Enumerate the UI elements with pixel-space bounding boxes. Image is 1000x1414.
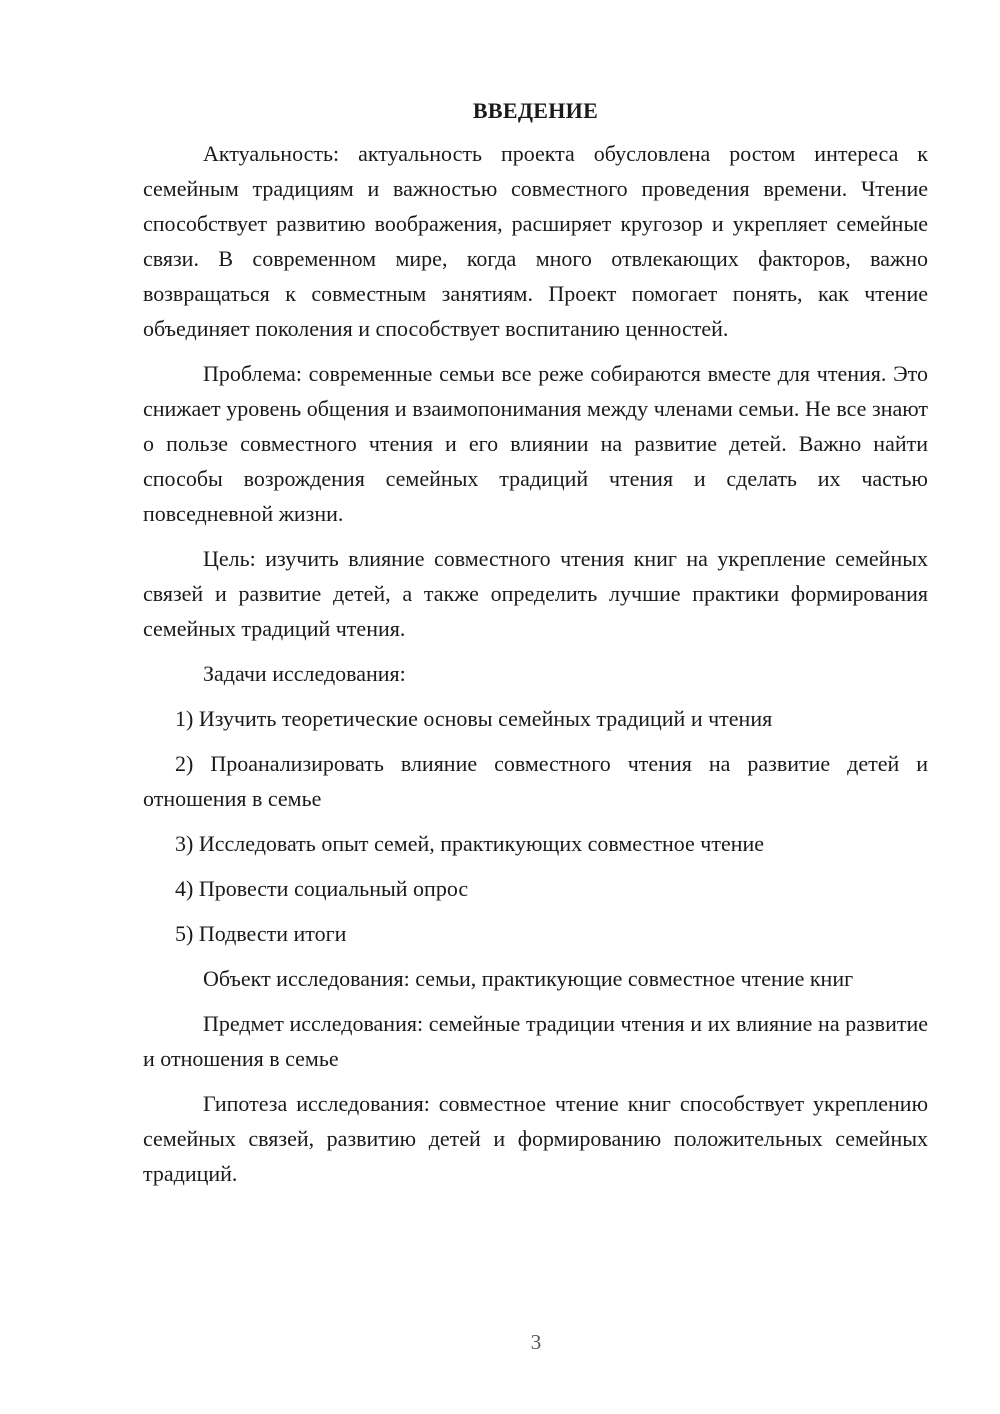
document-page [143,95,928,1201]
paragraph-goal: Цель: изучить влияние совместного чтения книг на укрепление семейных связей и развитие детей, а также определить лучшие практики формирования семейных традиций чтения. [143,546,928,641]
paragraph-object: Объект исследования: семьи, практикующие совместное чтение книг [203,966,854,991]
paragraph-relevance: Актуальность: актуальность проекта обусловлена ростом интереса к семейным традициям и важностью совместного проведения времени. Чтение способствует развитию воображения, расширяет кругозор и укрепляет семейные связи. В современном мире, когда много отвлекающих факторов, важно возвращаться к совместным занятиям. Проект помогает понять, как чтение объединяет поколения и способствует воспитанию ценностей. [143,141,928,341]
task-item-2: 2) Проанализировать влияние совместного чтения на развитие детей и отношения в семье [143,751,928,811]
paragraph-hypothesis: Гипотеза исследования: совместное чтение книг способствует укреплению семейных связей, развитию детей и формированию положительных семейных традиций. [143,1091,928,1186]
task-item-4: 4) Провести социальный опрос [175,876,469,901]
task-item-1: 1) Изучить теоретические основы семейных традиций и чтения [175,706,773,731]
tasks-label: Задачи исследования: [203,661,406,686]
task-item-3: 3) Исследовать опыт семей, практикующих совместное чтение [175,831,765,856]
paragraph-subject: Предмет исследования: семейные традиции чтения и их влияние на развитие и отношения в семье [143,1011,928,1071]
task-item-5: 5) Подвести итоги [175,921,347,946]
paragraph-problem: Проблема: современные семьи все реже собираются вместе для чтения. Это снижает уровень общения и взаимопонимания между членами семьи. Не все знают о пользе совместного чтения и его влиянии на развитие детей. Важно найти способы возрождения семейных традиций чтения и сделать их частью повседневной жизни. [143,361,928,526]
page-title: ВВЕДЕНИЕ [472,98,599,123]
page-number: 3 [530,1330,542,1354]
